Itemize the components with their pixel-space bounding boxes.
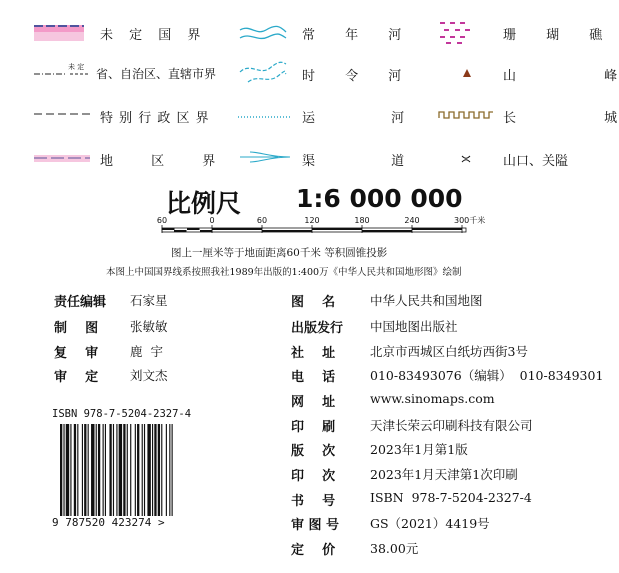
barcode-bar <box>103 424 104 516</box>
credit-label: 印 次 <box>291 469 336 484</box>
barcode-bar <box>116 424 117 516</box>
credit-value: GS（2021）4419号 <box>370 516 490 531</box>
legend-label-provincial-border: 省、自治区、直辖市界 <box>96 67 217 81</box>
scale-segment <box>362 230 412 232</box>
credit-value: 张敏敏 <box>130 319 168 334</box>
credit-label: 书 号 <box>291 494 336 509</box>
credit-label: 复 审 <box>54 346 99 361</box>
barcode-bar <box>137 424 139 516</box>
barcode-bar <box>113 424 114 516</box>
barcode-bar <box>82 424 83 516</box>
scale-tick-label: 0 <box>209 216 215 225</box>
seasonal-river-symbol <box>238 60 288 86</box>
legend-label-mountain-pass: 山口、关隘 <box>503 154 569 169</box>
credit-value: 2023年1月第1版 <box>370 442 468 457</box>
barcode-bar <box>70 424 71 516</box>
barcode-bar <box>96 424 97 516</box>
barcode-bar <box>77 424 78 516</box>
barcode-bar <box>142 424 143 516</box>
district-border-symbol <box>34 150 90 166</box>
undetermined-border-symbol <box>34 22 84 44</box>
scale-segment <box>187 228 200 230</box>
scale-tick-label: 60 <box>156 216 168 225</box>
credit-label: 审 图 号 <box>291 518 340 533</box>
credit-value: 北京市西城区白纸坊西街3号 <box>370 344 528 359</box>
credit-value: 中华人民共和国地图 <box>370 293 483 308</box>
credit-value: 鹿 宇 <box>130 344 163 359</box>
barcode-bar <box>109 424 111 516</box>
credit-label: 制 图 <box>54 321 99 336</box>
scale-title: 比例尺 <box>166 189 242 218</box>
legend-label-seasonal-river: 时 令 河 <box>302 69 402 84</box>
scale-bar <box>150 212 490 242</box>
legend-label-undetermined-border: 未 定 国 界 <box>100 28 201 43</box>
barcode-isbn-text: ISBN 978-7-5204-2327-4 <box>52 408 192 420</box>
scale-segment <box>174 230 187 232</box>
credit-label: 出版发行 <box>291 321 344 336</box>
legend-label-great-wall: 长 城 <box>503 111 618 126</box>
barcode-bar <box>172 424 173 516</box>
credit-value: 38.00元 <box>370 541 419 556</box>
barcode-bar <box>66 424 69 524</box>
barcode-bar <box>169 424 170 516</box>
scale-note: 图上一厘米等于地面距离60千米 等积圆锥投影 <box>171 247 388 259</box>
scale-segment <box>162 228 175 230</box>
channel-symbol <box>238 148 292 166</box>
barcode-bar <box>144 424 145 516</box>
great-wall-symbol <box>438 108 494 122</box>
credit-value: 2023年1月天津第1次印刷 <box>370 467 518 482</box>
scale-tick-label: 240 <box>404 216 420 225</box>
barcode-bar <box>105 424 106 516</box>
credit-label: 印 刷 <box>291 420 336 435</box>
credit-value: 010-83493076（编辑） 010-8349301 <box>370 368 604 383</box>
legend-label-sar-border: 特 别 行 政 区 界 <box>100 111 209 126</box>
credit-value: 石家星 <box>130 293 168 308</box>
perennial-river-symbol <box>238 22 288 44</box>
barcode-bar <box>158 424 160 516</box>
credit-value: 天津长荣云印刷科技有限公司 <box>370 418 533 433</box>
sar-border-symbol <box>34 106 90 122</box>
scale-tick-label: 120 <box>304 216 320 225</box>
barcode-bar <box>154 424 156 516</box>
barcode-bar <box>60 424 62 524</box>
scale-segment <box>262 230 312 232</box>
credit-label: 审 定 <box>54 370 99 385</box>
credit-label: 社 址 <box>291 346 336 361</box>
barcode-bar <box>130 424 131 516</box>
barcode-bar <box>119 424 122 516</box>
legend-label-coral-reef: 珊 瑚 礁 <box>503 28 603 43</box>
credit-value: 刘文杰 <box>130 368 168 383</box>
barcode-bar <box>74 424 76 516</box>
barcode-bar <box>88 424 89 516</box>
legend-label-mountain-peak: 山 峰 <box>503 69 618 84</box>
border-source-note: 本图上中国国界线系按照我社1989年出版的1:400万《中华人民共和国地形图》绘制 <box>106 267 462 278</box>
legend-label-district-border: 地 区 界 <box>100 154 216 169</box>
mountain-pass-icon <box>460 154 472 164</box>
barcode-bar <box>166 424 167 516</box>
credit-label: 责任编辑 <box>54 295 107 310</box>
barcode-bar <box>147 424 150 516</box>
credit-value[interactable]: www.sinomaps.com <box>370 391 495 406</box>
barcode-bar <box>123 424 125 524</box>
credit-label: 定 价 <box>291 543 336 558</box>
barcode-bar <box>91 424 94 516</box>
credit-label: 网 址 <box>291 395 336 410</box>
barcode-bar <box>127 424 128 516</box>
legend-label-perennial-river: 常 年 河 <box>302 28 402 43</box>
scale-tick-label: 180 <box>354 216 370 225</box>
scale-segment <box>212 228 262 230</box>
credit-label: 版 次 <box>291 444 336 459</box>
mountain-peak-icon <box>462 68 472 78</box>
canal-symbol <box>238 106 292 122</box>
credit-label: 图 名 <box>291 295 336 310</box>
barcode-bar <box>152 424 153 516</box>
barcode-bar <box>63 424 64 524</box>
legend-label-channel: 渠 道 <box>302 154 405 169</box>
barcode-bar <box>135 424 136 516</box>
scale-segment <box>412 228 462 230</box>
scale-tick-label: 300千米 <box>454 216 486 225</box>
barcode-digits: 9 787520 423274 > <box>52 516 165 529</box>
legend-label-canal: 运 河 <box>302 111 405 126</box>
barcode-bar <box>84 424 86 516</box>
barcode-bar <box>161 424 162 516</box>
legend-undetermined-mini-label: 未 定 <box>68 63 85 71</box>
credit-label: 电 话 <box>291 370 336 385</box>
scale-segment <box>200 230 213 232</box>
scale-ratio: 1:6 000 000 <box>296 184 463 213</box>
credit-value: ISBN 978-7-5204-2327-4 <box>370 490 532 505</box>
credit-value: 中国地图出版社 <box>370 319 458 334</box>
barcode <box>60 424 190 524</box>
coral-reef-icon <box>438 20 474 46</box>
barcode-bar <box>98 424 100 516</box>
scale-segment <box>312 228 362 230</box>
scale-tick-label: 60 <box>256 216 268 225</box>
